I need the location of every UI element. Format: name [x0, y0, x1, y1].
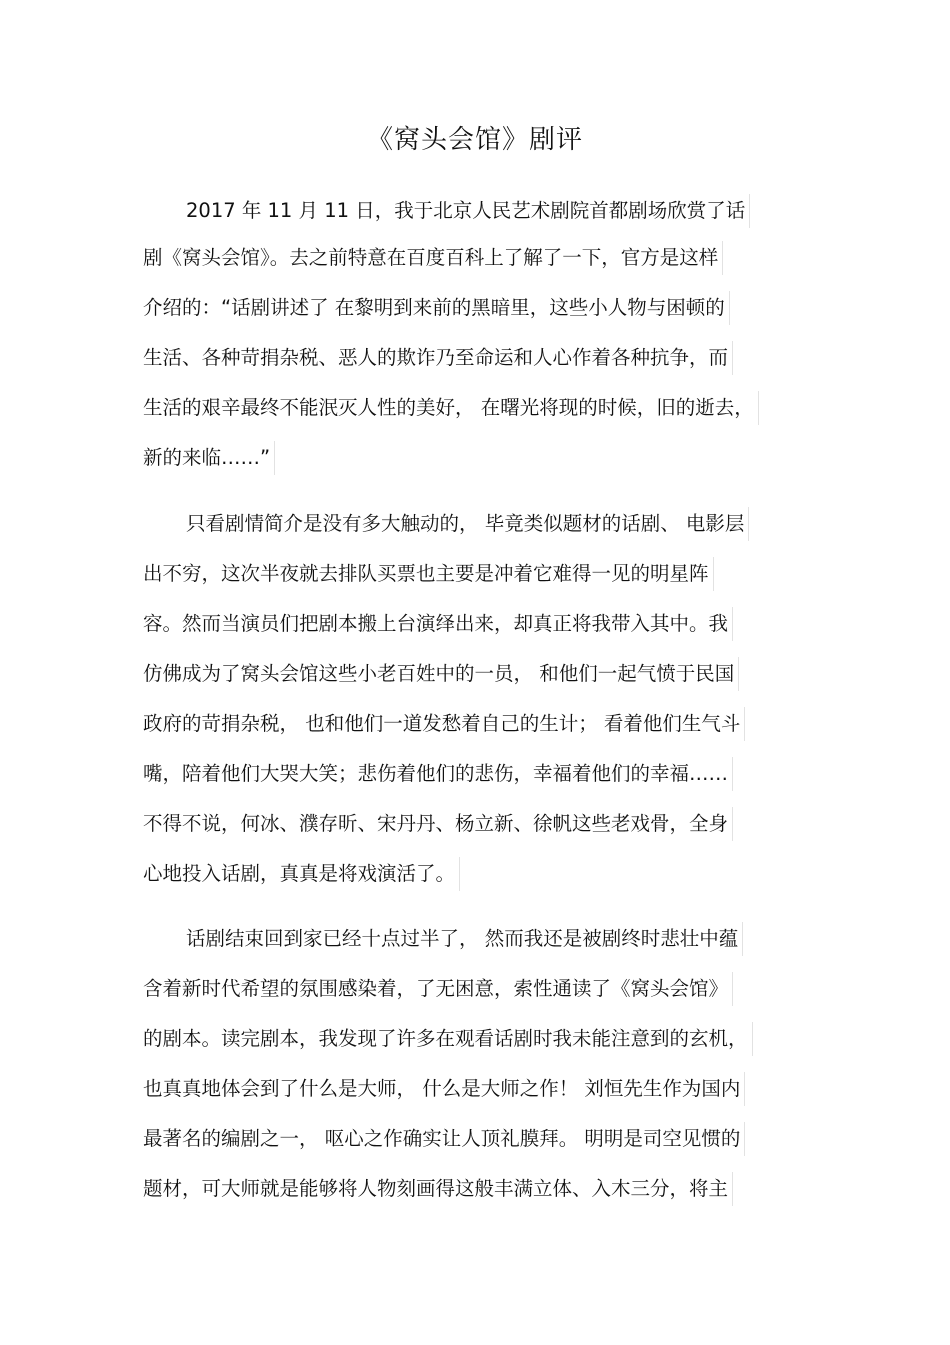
- paragraph-line: 含着新时代希望的氛围感染着，了无困意，索性通读了《窝头会馆》: [143, 972, 733, 1006]
- paragraph-line: 2017 年 11 月 11 日，我于北京人民艺术剧院首都剧场欣赏了话: [186, 194, 750, 228]
- paragraph-line: 剧《窝头会馆》。去之前特意在百度百科上了解了一下，官方是这样: [143, 241, 723, 275]
- paragraph-line: 出不穷，这次半夜就去排队买票也主要是冲着它难得一见的明星阵: [143, 557, 714, 591]
- paragraph-line: 话剧结束回到家已经十点过半了， 然而我还是被剧终时悲壮中蕴: [186, 922, 743, 956]
- paragraph-line: 最著名的编剧之一， 呕心之作确实让人顶礼膜拜。 明明是司空见惯的: [143, 1122, 745, 1156]
- paragraph-line: 的剧本。读完剧本，我发现了许多在观看话剧时我未能注意到的玄机，: [143, 1022, 753, 1056]
- paragraph-line: 嘴，陪着他们大哭大笑；悲伤着他们的悲伤，幸福着他们的幸福……: [143, 757, 733, 791]
- paragraph-line: 仿佛成为了窝头会馆这些小老百姓中的一员， 和他们一起气愤于民国: [143, 657, 739, 691]
- paragraph-line: 介绍的：“话剧讲述了 在黎明到来前的黑暗里，这些小人物与困顿的: [143, 291, 730, 325]
- paragraph-line: 政府的苛捐杂税， 也和他们一道发愁着自己的生计； 看着他们生气斗: [143, 707, 745, 741]
- document-title: 《窝头会馆》剧评: [366, 125, 583, 155]
- paragraph-line: 生活、各种苛捐杂税、恶人的欺诈乃至命运和人心作着各种抗争，而: [143, 341, 733, 375]
- paragraph-line: 新的来临……”: [143, 441, 275, 475]
- paragraph-line: 心地投入话剧，真真是将戏演活了。: [143, 857, 460, 891]
- paragraph-line: 题材，可大师就是能够将人物刻画得这般丰满立体、入木三分，将主: [143, 1172, 733, 1206]
- paragraph-line: 不得不说，何冰、濮存昕、宋丹丹、杨立新、徐帆这些老戏骨，全身: [143, 807, 733, 841]
- paragraph-line: 容。然而当演员们把剧本搬上台演绎出来，却真正将我带入其中。我: [143, 607, 733, 641]
- paragraph-line: 也真真地体会到了什么是大师， 什么是大师之作！ 刘恒先生作为国内: [143, 1072, 745, 1106]
- paragraph-line: 生活的艰辛最终不能泯灭人性的美好， 在曙光将现的时候，旧的逝去，: [143, 391, 759, 425]
- paragraph-line: 只看剧情简介是没有多大触动的， 毕竟类似题材的话剧、 电影层: [186, 507, 749, 541]
